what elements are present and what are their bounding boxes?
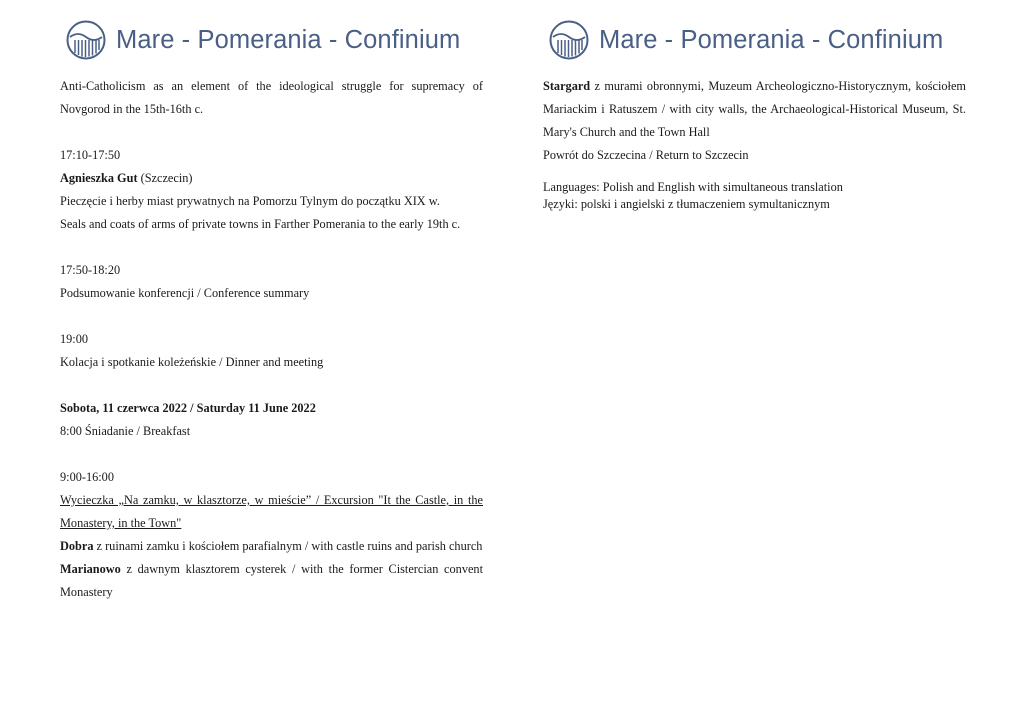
logo-text-right: Mare - Pomerania - Confinium — [599, 25, 944, 54]
session-2-time: 17:50-18:20 — [60, 263, 121, 277]
session-3-time: 19:00 — [60, 332, 89, 346]
marianowo-line — [60, 558, 483, 604]
session-1-speaker-line — [60, 167, 483, 190]
session-3-text: Kolacja i spotkanie koleżeńskie / Dinner and meeting — [60, 355, 324, 369]
logo-text: Mare - Pomerania - Confinium — [116, 25, 461, 54]
wave-circle-logo-icon — [549, 20, 589, 60]
return-line: Powrót do Szczecina / Return to Szczecin — [543, 148, 749, 162]
excursion-line — [60, 489, 483, 535]
dobra-name: Dobra — [60, 539, 94, 553]
marianowo-name: Marianowo — [60, 562, 121, 576]
right-content — [543, 75, 966, 213]
breakfast-line: 8:00 Śniadanie / Breakfast — [60, 424, 191, 438]
wave-circle-logo-icon — [66, 20, 106, 60]
session-4-time: 9:00-16:00 — [60, 470, 114, 484]
header-logo-right — [549, 18, 943, 62]
languages-en: Languages: Polish and English with simultaneous translation — [543, 180, 843, 194]
dobra-text: z ruinami zamku i kościołem parafialnym / with castle ruins and parish church — [93, 539, 483, 553]
session-1-place: (Szczecin) — [137, 171, 193, 185]
session-1-time: 17:10-17:50 — [60, 148, 121, 162]
session-1-speaker: Agnieszka Gut — [60, 171, 138, 185]
stargard-name: Stargard — [543, 79, 591, 93]
intro-paragraph: Anti-Catholicism as an element of the ideological struggle for supremacy of Novgorod in the 15th-16th c. — [60, 79, 483, 116]
session-1-title-pl: Pieczęcie i herby miast prywatnych na Pomorzu Tylnym do początku XIX w. — [60, 194, 440, 208]
marianowo-text: z dawnym klasztorem cysterek / with the former Cistercian convent Monastery — [60, 562, 483, 599]
session-1-title-en: Seals and coats of arms of private towns in Farther Pomerania to the early 19th c. — [60, 217, 461, 231]
languages-pl: Języki: polski i angielski z tłumaczeniem symultanicznym — [543, 197, 830, 211]
left-content — [60, 75, 483, 604]
day-2-heading-text: Sobota, 11 czerwca 2022 / Saturday 11 June 2022 — [60, 401, 316, 415]
session-2-text: Podsumowanie konferencji / Conference summary — [60, 286, 310, 300]
stargard-text: z murami obronnymi, Muzeum Archeologiczno-Historycznym, kościołem Mariackim i Ratuszem / with city walls, the Archaeological-Historical Museum, St. Mary's Church and the Town Hall — [543, 79, 966, 139]
stargard-line — [543, 75, 966, 144]
header-logo — [66, 18, 460, 62]
day-2-heading — [60, 397, 483, 420]
dobra-line — [60, 535, 483, 558]
excursion-title: Wycieczka „Na zamku, w klasztorze, w mieście” / Excursion "It the Castle, in the Monastery, in the Town" — [60, 493, 483, 530]
